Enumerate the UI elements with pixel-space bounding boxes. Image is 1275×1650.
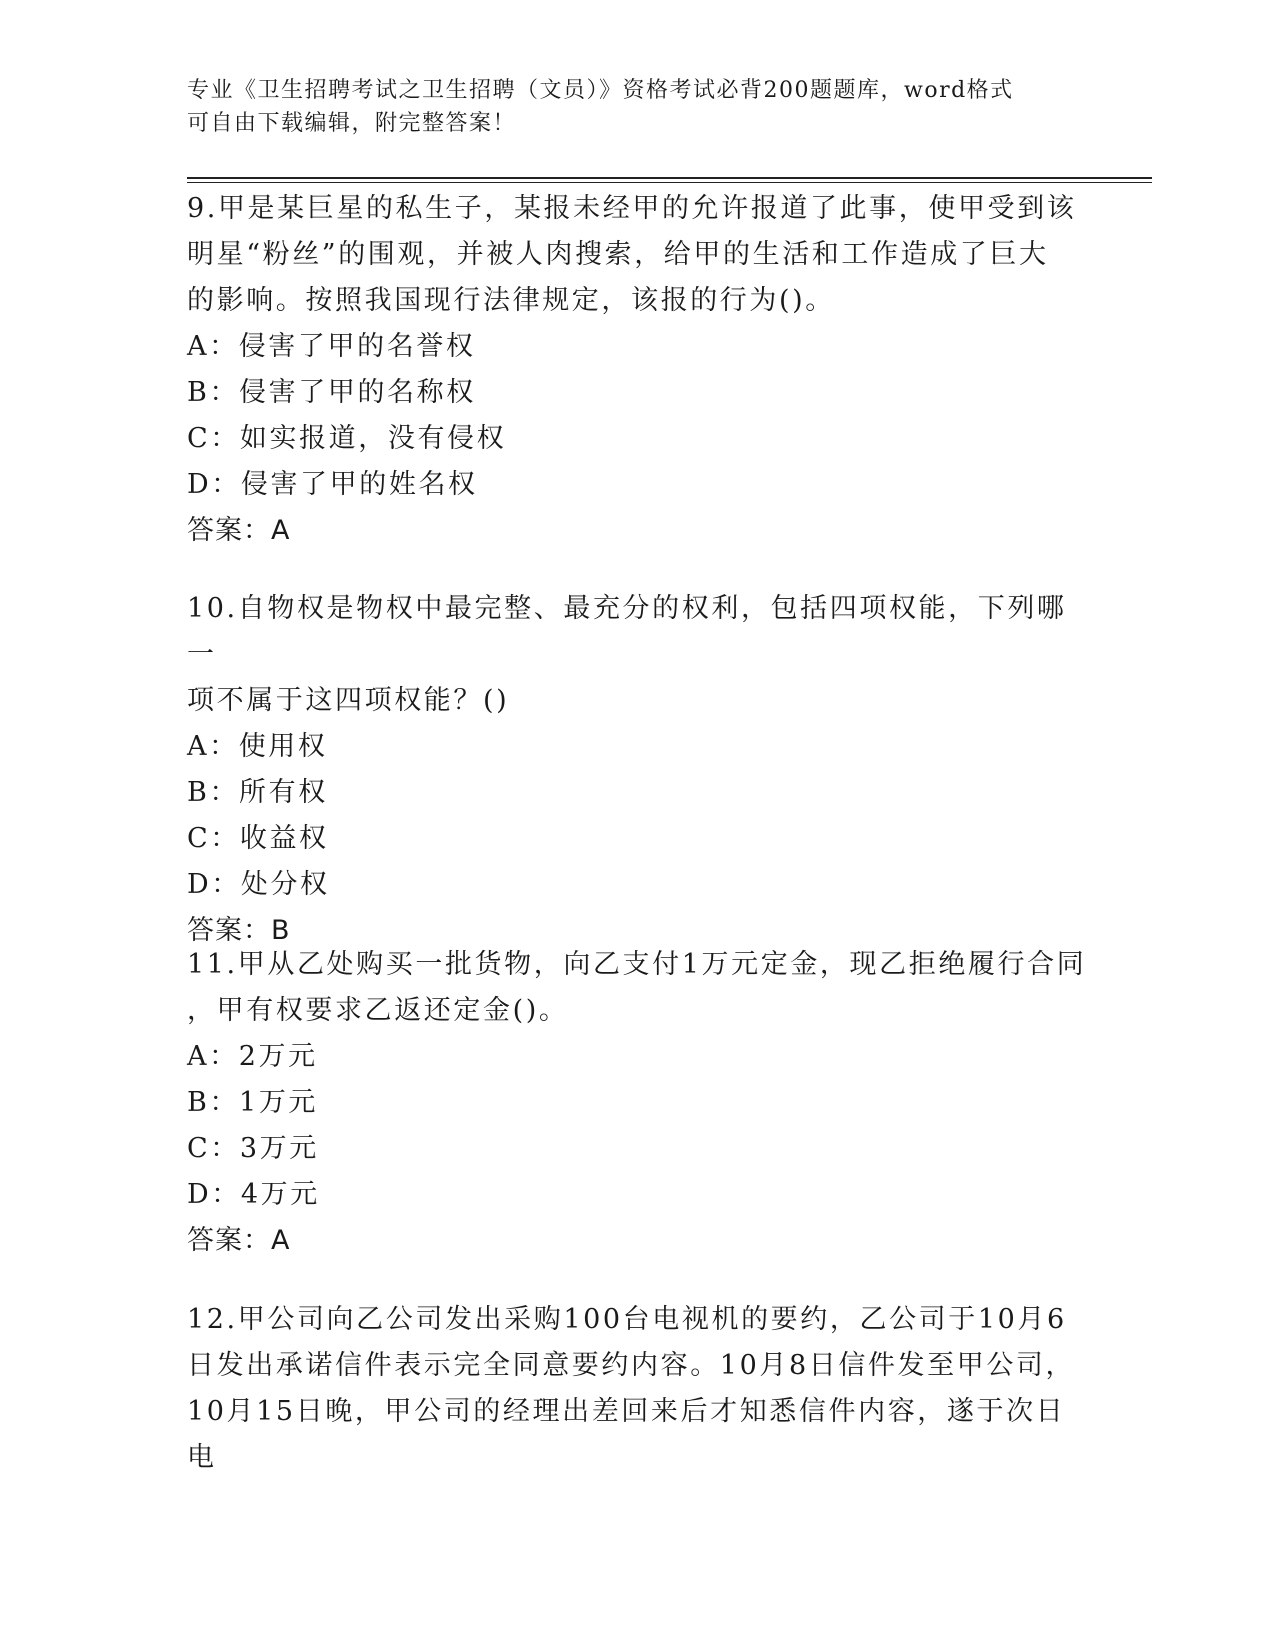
question-text-line: 10月15日晚，甲公司的经理出差回来后才知悉信件内容，遂于次日电 [187,1396,1066,1473]
question-text-line: 10.自物权是物权中最完整、最充分的权利，包括四项权能，下列哪一 [187,593,1067,670]
option-a: A：2万元 [187,1041,318,1072]
option-a: A：侵害了甲的名誉权 [187,331,476,362]
option-d: D：4万元 [187,1179,320,1210]
question-text-line: 日发出承诺信件表示完全同意要约内容。10月8日信件发至甲公司， [187,1350,1076,1381]
question-text-line: 9.甲是某巨星的私生子，某报未经甲的允许报道了此事，使甲受到该 [187,193,1077,224]
option-c: C：3万元 [187,1133,319,1164]
answer: 答案：A [187,1225,291,1256]
question-12 [187,1297,1087,1481]
question-text-line: 12.甲公司向乙公司发出采购100台电视机的要约，乙公司于10月6 [187,1304,1067,1335]
question-text-line: 的影响。按照我国现行法律规定，该报的行为()。 [187,285,835,316]
answer: 答案：A [187,515,291,546]
question-text-line: 明星“粉丝”的围观，并被人肉搜索，给甲的生活和工作造成了巨大 [187,239,1049,270]
header-divider-thin [187,182,1152,183]
option-a: A：使用权 [187,731,328,762]
question-11 [187,942,1087,1264]
question-text-line: ，甲有权要求乙返还定金()。 [187,995,569,1026]
option-d: D：处分权 [187,869,330,900]
option-d: D：侵害了甲的姓名权 [187,469,478,500]
header-line-1: 专业《卫生招聘考试之卫生招聘（文员）》资格考试必背200题题库，word格式 [187,78,1014,103]
option-b: B：1万元 [187,1087,319,1118]
header-divider-thick [187,177,1152,179]
option-b: B：侵害了甲的名称权 [187,377,476,408]
option-b: B：所有权 [187,777,328,808]
option-c: C：如实报道，没有侵权 [187,423,507,454]
document-header [187,74,1087,140]
question-text-line: 项不属于这四项权能？() [187,685,510,716]
option-c: C：收益权 [187,823,329,854]
header-line-2: 可自由下载编辑，附完整答案！ [187,111,517,136]
question-10 [187,586,1087,954]
question-text-line: 11.甲从乙处购买一批货物，向乙支付1万元定金，现乙拒绝履行合同 [187,949,1087,980]
answer: 答案：B [187,915,291,946]
question-9 [187,186,1087,554]
